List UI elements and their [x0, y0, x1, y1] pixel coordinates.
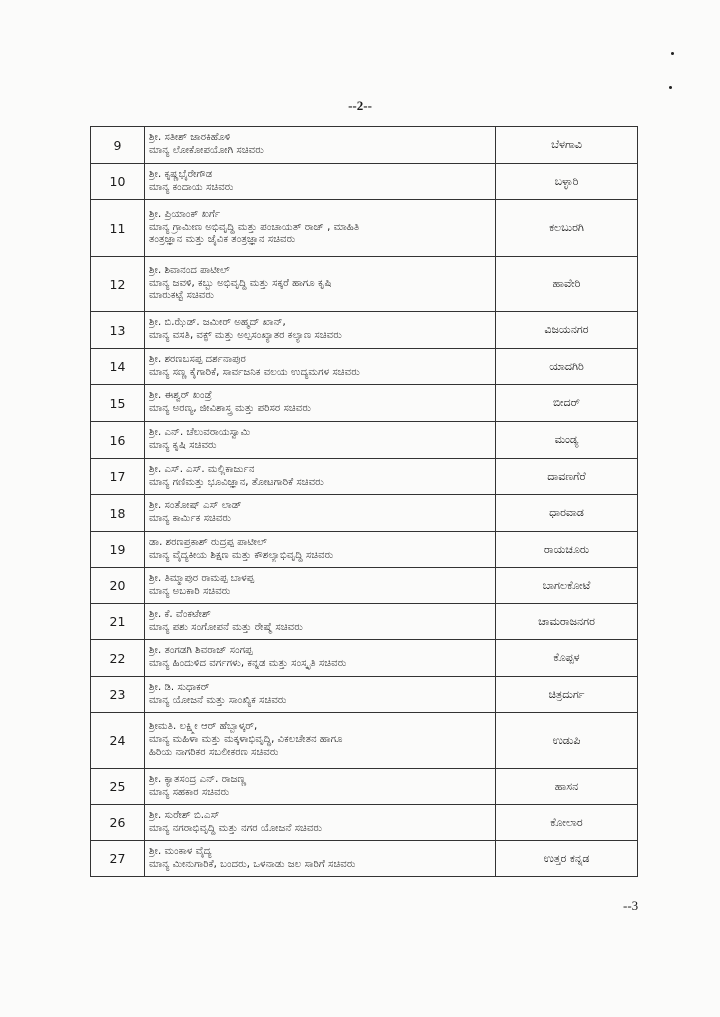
table-row — [91, 640, 638, 677]
minister-name: ಶ್ರೀ. ತಿಮ್ಮಾಪುರ ರಾಮಪ್ಪ ಬಾಳಪ್ಪ — [149, 572, 255, 584]
district-name: ಬಾಗಲಕೋಟೆ — [496, 568, 638, 604]
table-row — [91, 385, 638, 422]
minister-name: ಶ್ರೀ. ಕೃಷ್ಣಭೈರೇಗೌಡ — [149, 168, 213, 180]
district-name: ಉತ್ತರ ಕನ್ನಡ — [496, 841, 638, 877]
serial-number: 27 — [91, 841, 145, 877]
serial-number: 15 — [91, 385, 145, 422]
district-name: ಬಳ್ಳಾರಿ — [496, 164, 638, 200]
district-name: ಚಾಮರಾಜನಗರ — [496, 604, 638, 640]
minister-cell — [145, 459, 496, 495]
table-row — [91, 568, 638, 604]
minister-portfolio: ಮಾನ್ಯ ಕಂದಾಯ ಸಚಿವರು — [149, 181, 234, 193]
serial-number: 13 — [91, 312, 145, 349]
table-row — [91, 459, 638, 495]
minister-cell — [145, 677, 496, 713]
minister-portfolio: ಮಾನ್ಯ ಹಿಂದುಳಿದ ವರ್ಗಗಳು, ಕನ್ನಡ ಮತ್ತು ಸಂಸ್ಕೃತಿ ಸಚಿವರು — [149, 658, 347, 669]
minister-name: ಶ್ರೀ. ಸುರೇಶ್ ಬಿ.ಎಸ್ — [149, 809, 220, 821]
district-name: ರಾಯಚೂರು — [496, 532, 638, 568]
serial-number: 25 — [91, 769, 145, 805]
serial-number: 12 — [91, 257, 145, 312]
minister-portfolio: ಮಾರುಕಟ್ಟೆ ಸಚಿವರು — [149, 290, 214, 302]
minister-cell — [145, 127, 496, 164]
minister-portfolio: ಮಾನ್ಯ ಗಣಿಮತ್ತು ಭೂವಿಜ್ಞಾನ, ತೋಟಗಾರಿಕೆ ಸಚಿವರು — [149, 476, 324, 488]
minister-cell — [145, 422, 496, 459]
table-row — [91, 769, 638, 805]
minister-cell — [145, 164, 496, 200]
district-name: ಕೋಲಾರ — [496, 805, 638, 841]
minister-name: ಶ್ರೀ. ಶಿವಾನಂದ ಪಾಟೀಲ್ — [149, 264, 230, 276]
district-name: ಹಾಸನ — [496, 769, 638, 805]
serial-number: 16 — [91, 422, 145, 459]
district-name: ಹಾವೇರಿ — [496, 257, 638, 312]
minister-name: ಶ್ರೀ. ಪ್ರಿಯಾಂಕ್ ಖರ್ಗೆ — [149, 208, 221, 220]
scan-speck — [669, 86, 672, 89]
minister-name: ಡಾ. ಶರಣಪ್ರಕಾಶ್ ರುದ್ರಪ್ಪ ಪಾಟೀಲ್ — [149, 536, 267, 548]
minister-cell — [145, 805, 496, 841]
table-row — [91, 805, 638, 841]
table-row — [91, 841, 638, 877]
minister-name: ಶ್ರೀ. ಮಂಕಾಳ ವೈದ್ಯ — [149, 845, 212, 857]
minister-name: ಶ್ರೀ. ಶರಣಬಸಪ್ಪ ದರ್ಶನಾಪುರ — [149, 353, 246, 365]
minister-cell — [145, 841, 496, 877]
table-row — [91, 495, 638, 532]
page-number-bottom: --3 — [623, 898, 639, 913]
minister-portfolio: ಮಾನ್ಯ ಸಣ್ಣ ಕೈಗಾರಿಕೆ, ಸಾರ್ವಜನಿಕ ವಲಯ ಉದ್ಯಮಗಳ ಸಚಿವರು — [149, 366, 360, 378]
district-name: ಬೆಳಗಾವಿ — [496, 127, 638, 164]
serial-number: 10 — [91, 164, 145, 200]
minister-cell — [145, 495, 496, 532]
scan-speck — [671, 52, 674, 55]
minister-name: ಶ್ರೀ. ಸತೀಶ್ ಜಾರಕಿಹೊಳಿ — [149, 132, 231, 144]
minister-name: ಶ್ರೀ. ಸಂತೋಷ್ ಎಸ್ ಲಾಡ್ — [149, 500, 242, 512]
minister-cell — [145, 604, 496, 640]
minister-cell — [145, 385, 496, 422]
minister-portfolio: ಮಾನ್ಯ ಲೋಕೋಪಯೋಗಿ ಸಚಿವರು — [149, 145, 264, 156]
minister-portfolio: ಮಾನ್ಯ ಕಾರ್ಮಿಕ ಸಚಿವರು — [149, 513, 232, 524]
minister-portfolio: ಮಾನ್ಯ ಕೃಷಿ ಸಚಿವರು — [149, 440, 217, 451]
minister-name: ಶ್ರೀ. ಬಿ.ಝೆಡ್. ಜಮೀರ್ ಅಹ್ಮದ್ ಖಾನ್, — [149, 317, 286, 329]
table-row — [91, 422, 638, 459]
minister-name: ಶ್ರೀ. ಎಸ್. ಎಸ್. ಮಲ್ಲಿಕಾರ್ಜುನ — [149, 463, 255, 475]
minister-portfolio: ಮಾನ್ಯ ಮೀನುಗಾರಿಕೆ, ಬಂದರು, ಒಳನಾಡು ಜಲ ಸಾರಿಗೆ ಸಚಿವರು — [149, 858, 356, 870]
minister-portfolio: ಮಾನ್ಯ ನಗರಾಭಿವೃದ್ಧಿ ಮತ್ತು ನಗರ ಯೋಜನೆ ಸಚಿವರು — [149, 822, 323, 834]
minister-cell — [145, 769, 496, 805]
serial-number: 14 — [91, 349, 145, 385]
table-row — [91, 532, 638, 568]
district-name: ಉಡುಪಿ — [496, 713, 638, 769]
serial-number: 11 — [91, 200, 145, 257]
minister-cell — [145, 640, 496, 677]
table-row — [91, 312, 638, 349]
minister-name: ಶ್ರೀ. ಡಿ. ಸುಧಾಕರ್ — [149, 681, 210, 693]
table-row — [91, 604, 638, 640]
district-name: ಚಿತ್ರದುರ್ಗ — [496, 677, 638, 713]
minister-cell — [145, 257, 496, 312]
table-row — [91, 127, 638, 164]
page-number-top: --2-- — [348, 98, 372, 113]
district-name: ಕೊಪ್ಪಳ — [496, 640, 638, 677]
minister-name: ಶ್ರೀ. ತಂಗಡಗಿ ಶಿವರಾಜ್ ಸಂಗಪ್ಪ — [149, 645, 253, 657]
minister-name: ಶ್ರೀ. ಈಶ್ವರ್ ಖಂಡ್ರೆ — [149, 390, 212, 402]
district-name: ಕಲಬುರಗಿ — [496, 200, 638, 257]
minister-portfolio: ಮಾನ್ಯ ಅಬಕಾರಿ ಸಚಿವರು — [149, 585, 231, 597]
table-row — [91, 713, 638, 769]
district-name: ಮಂಡ್ಯ — [496, 422, 638, 459]
serial-number: 20 — [91, 568, 145, 604]
minister-portfolio: ಮಾನ್ಯ ಅರಣ್ಯ, ಜೀವಿಶಾಸ್ತ್ರ ಮತ್ತು ಪರಿಸರ ಸಚಿವರು — [149, 403, 311, 414]
minister-portfolio: ಮಾನ್ಯ ವಸತಿ, ವಕ್ಫ್ ಮತ್ತು ಅಲ್ಪಸಂಖ್ಯಾತರ ಕಲ್ಯಾಣ ಸಚಿವರು — [149, 330, 342, 341]
minister-cell — [145, 349, 496, 385]
minister-portfolio: ಮಾನ್ಯ ಯೋಜನೆ ಮತ್ತು ಸಾಂಖ್ಯಿಕ ಸಚಿವರು — [149, 694, 287, 706]
serial-number: 22 — [91, 640, 145, 677]
minister-name: ಶ್ರೀ. ಕ್ಯಾತಸಂದ್ರ ಎನ್. ರಾಜಣ್ಣ — [149, 773, 247, 785]
minister-cell — [145, 713, 496, 769]
district-name: ಯಾದಗಿರಿ — [496, 349, 638, 385]
table-row — [91, 200, 638, 257]
district-name: ಬೀದರ್ — [496, 385, 638, 422]
table-row — [91, 677, 638, 713]
district-name: ವಿಜಯನಗರ — [496, 312, 638, 349]
serial-number: 21 — [91, 604, 145, 640]
minister-portfolio: ಮಾನ್ಯ ಗ್ರಾಮೀಣ ಅಭಿವೃದ್ಧಿ ಮತ್ತು ಪಂಚಾಯತ್ ರಾಜ್ , ಮಾಹಿತಿ — [149, 221, 360, 233]
minister-portfolio: ತಂತ್ರಜ್ಞಾನ ಮತ್ತು ಜೈವಿಕ ತಂತ್ರಜ್ಞಾನ ಸಚಿವರು — [149, 234, 296, 246]
serial-number: 17 — [91, 459, 145, 495]
serial-number: 26 — [91, 805, 145, 841]
serial-number: 19 — [91, 532, 145, 568]
minister-cell — [145, 568, 496, 604]
serial-number: 24 — [91, 713, 145, 769]
minister-name: ಶ್ರೀ. ಕೆ. ವೆಂಕಟೇಶ್ — [149, 608, 211, 620]
minister-portfolio: ಮಾನ್ಯ ವೈದ್ಯಕೀಯ ಶಿಕ್ಷಣ ಮತ್ತು ಕೌಶಲ್ಯಾಭಿವೃದ್ಧಿ ಸಚಿವರು — [149, 549, 334, 561]
district-name: ಧಾರವಾಡ — [496, 495, 638, 532]
district-name: ದಾವಣಗೆರೆ — [496, 459, 638, 495]
minister-cell — [145, 312, 496, 349]
minister-portfolio: ಮಾನ್ಯ ಜವಳಿ, ಕಬ್ಬು ಅಭಿವೃದ್ಧಿ ಮತ್ತು ಸಕ್ಕರೆ ಹಾಗೂ ಕೃಷಿ — [149, 277, 332, 289]
serial-number: 9 — [91, 127, 145, 164]
minister-cell — [145, 532, 496, 568]
minister-district-table — [90, 126, 638, 877]
table-row — [91, 257, 638, 312]
serial-number: 18 — [91, 495, 145, 532]
minister-name: ಶ್ರೀಮತಿ. ಲಕ್ಷ್ಮೀ ಆರ್ ಹೆಬ್ಬಾಳ್ಕರ್, — [149, 721, 258, 733]
minister-cell — [145, 200, 496, 257]
minister-portfolio: ಮಾನ್ಯ ಮಹಿಳಾ ಮತ್ತು ಮಕ್ಕಳಾಭಿವೃದ್ಧಿ, ವಿಕಲಚೇತನ ಹಾಗೂ — [149, 734, 343, 746]
minister-portfolio: ಹಿರಿಯ ನಾಗರಿಕರ ಸಬಲೀಕರಣ ಸಚಿವರು — [149, 746, 279, 758]
minister-portfolio: ಮಾನ್ಯ ಸಹಕಾರ ಸಚಿವರು — [149, 786, 230, 798]
minister-name: ಶ್ರೀ. ಎನ್. ಚೆಲುವರಾಯಸ್ವಾಮಿ — [149, 427, 251, 439]
serial-number: 23 — [91, 677, 145, 713]
table-row — [91, 164, 638, 200]
minister-portfolio: ಮಾನ್ಯ ಪಶು ಸಂಗೋಪನೆ ಮತ್ತು ರೇಷ್ಮೆ ಸಚಿವರು — [149, 621, 303, 633]
table-row — [91, 349, 638, 385]
